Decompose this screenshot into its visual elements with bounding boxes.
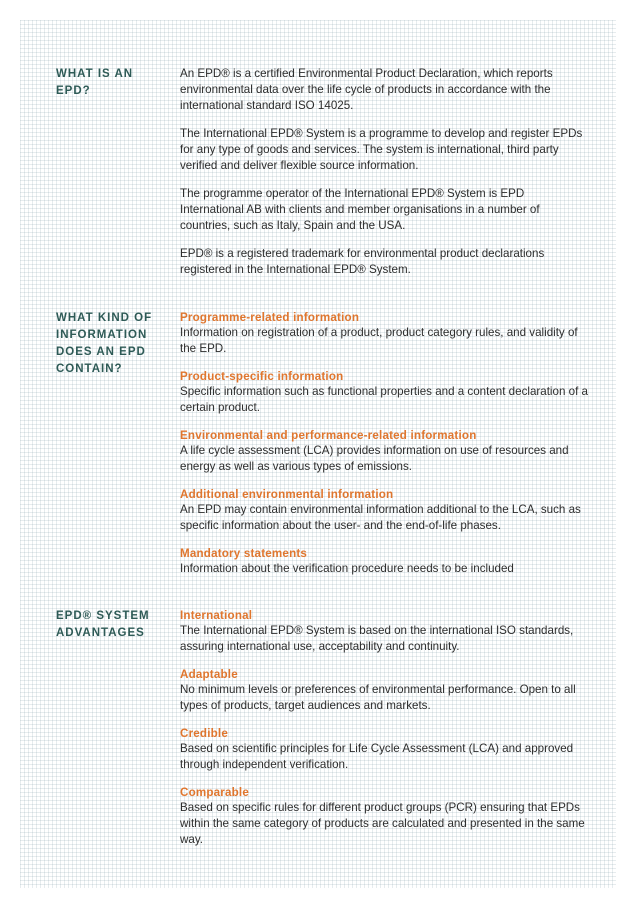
margin-bottom <box>0 888 638 906</box>
advantage-item <box>180 608 590 655</box>
info-item <box>180 546 590 577</box>
paragraph: The programme operator of the International EPD® System is EPD International AB with clients and member organisations in a number of countries, such as Italy, Spain and the USA. <box>180 187 540 232</box>
paragraph: The International EPD® System is a programme to develop and register EPDs for any type of goods and services. The system is international, third party verified and deliver flexible source information. <box>180 127 583 172</box>
item-text: Information on registration of a product, product category rules, and validity of the EPD. <box>180 326 578 355</box>
item-title: Credible <box>180 727 228 740</box>
item-title: Comparable <box>180 786 250 799</box>
info-item <box>180 487 590 534</box>
margin-top <box>0 0 638 20</box>
paragraph: EPD® is a registered trademark for environmental product declarations registered in the International EPD® System. <box>180 247 545 276</box>
advantage-item <box>180 726 590 773</box>
item-title: International <box>180 609 253 622</box>
paragraph: An EPD® is a certified Environmental Product Declaration, which reports environmental data over the life cycle of products in accordance with the international standard ISO 14025. <box>180 67 553 112</box>
item-text: No minimum levels or preferences of environmental performance. Open to all types of products, target audiences and markets. <box>180 683 576 712</box>
item-title: Mandatory statements <box>180 547 308 560</box>
item-text: Based on specific rules for different product groups (PCR) ensuring that EPDs within the same category of products are calculated and presented in the same way. <box>180 801 585 846</box>
item-text: The International EPD® System is based on the international ISO standards, assuring international use, acceptability and continuity. <box>180 624 574 653</box>
info-item <box>180 428 590 475</box>
section-body <box>180 310 590 589</box>
margin-left <box>0 0 20 906</box>
section-heading: WHAT KIND OF INFORMATION DOES AN EPD CONTAIN? <box>56 312 153 375</box>
section-body <box>180 66 590 290</box>
section-heading: WHAT IS AN EPD? <box>56 68 134 97</box>
info-item <box>180 310 590 357</box>
item-text: An EPD may contain environmental information additional to the LCA, such as specific information about the user- and the end-of-life phases. <box>180 503 581 532</box>
advantage-item <box>180 785 590 848</box>
item-title: Adaptable <box>180 668 238 681</box>
item-text: Information about the verification procedure needs to be included <box>180 562 514 575</box>
item-title: Product-specific information <box>180 370 344 383</box>
item-title: Additional environmental information <box>180 488 394 501</box>
section-body <box>180 608 590 860</box>
info-item <box>180 369 590 416</box>
advantage-item <box>180 667 590 714</box>
item-text: A life cycle assessment (LCA) provides information on use of resources and energy as well as various types of emissions. <box>180 444 569 473</box>
section-heading: EPD® SYSTEM ADVANTAGES <box>56 610 150 639</box>
item-text: Based on scientific principles for Life Cycle Assessment (LCA) and approved through independent verification. <box>180 742 574 771</box>
item-text: Specific information such as functional properties and a content declaration of a certain product. <box>180 385 588 414</box>
item-title: Environmental and performance-related information <box>180 429 477 442</box>
item-title: Programme-related information <box>180 311 360 324</box>
margin-right <box>616 0 638 906</box>
